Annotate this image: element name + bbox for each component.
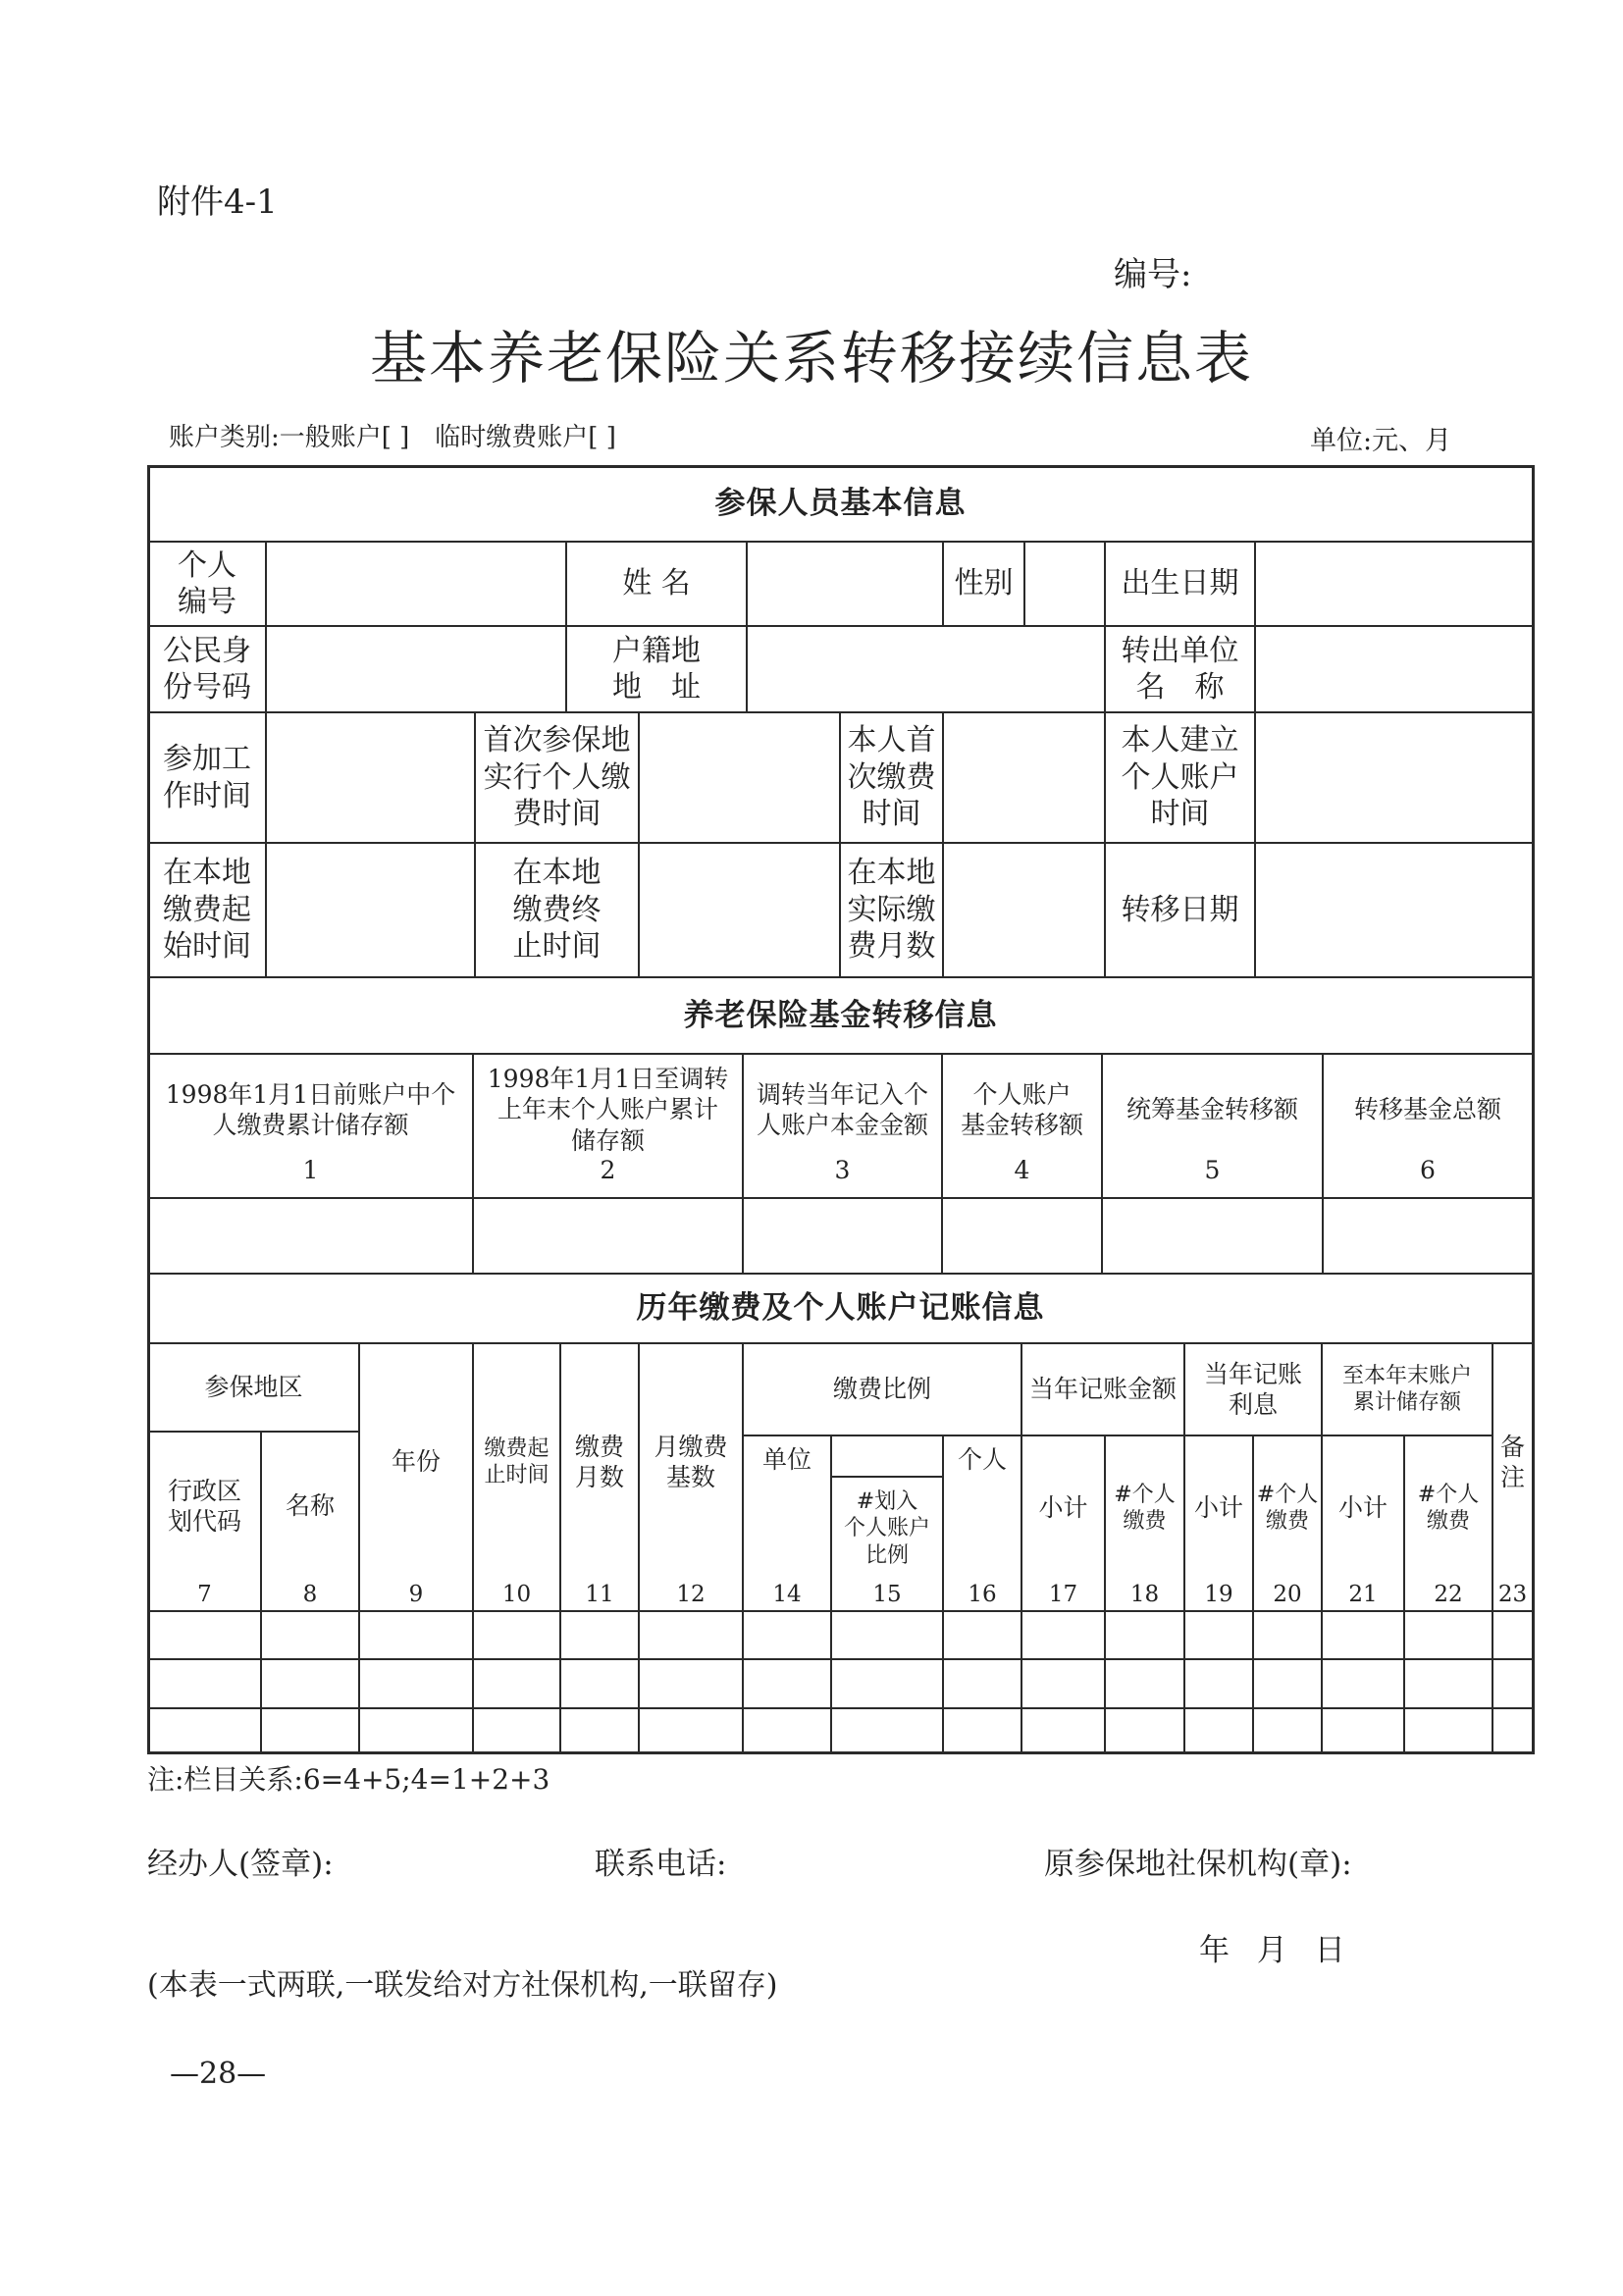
attachment-label: 附件4-1: [157, 183, 278, 222]
grid-line: [265, 541, 267, 976]
grid-line: [1021, 1342, 1022, 1751]
label-birth-date: 出生日期: [1121, 566, 1239, 601]
col-number: 7: [197, 1582, 212, 1608]
col-number: 11: [585, 1582, 614, 1608]
grid-line: [1104, 541, 1106, 976]
col-interest-subtotal: 小计: [1193, 1493, 1243, 1523]
col-number: 18: [1129, 1582, 1160, 1608]
grid-line: [830, 1476, 943, 1478]
col-payment-months: 缴费 月数: [574, 1432, 624, 1491]
col-number: 23: [1497, 1582, 1528, 1608]
grid-line: [147, 1197, 1534, 1199]
col-number: 17: [1048, 1582, 1078, 1608]
grid-line: [942, 541, 944, 625]
label-name: 姓 名: [622, 566, 691, 601]
grid-line: [839, 711, 841, 976]
grid-line: [1492, 1342, 1493, 1751]
label-work-start-time: 参加工 作时间: [163, 742, 251, 813]
col-2-number: 2: [600, 1156, 616, 1185]
grid-line: [147, 1658, 1534, 1660]
group-region: 参保地区: [204, 1373, 303, 1402]
col-payment-period: 缴费起 止时间: [484, 1435, 550, 1487]
group-current-interest: 当年记账 利息: [1203, 1359, 1302, 1419]
grid-line: [1403, 1435, 1405, 1751]
grid-line: [147, 1610, 1534, 1612]
col-5-label: 统筹基金转移额: [1126, 1095, 1298, 1124]
grid-line: [1183, 1342, 1185, 1751]
grid-line: [472, 1342, 474, 1751]
group-current-amount: 当年记账金额: [1028, 1375, 1177, 1404]
column-relation-note: 注:栏目关系:6=4+5;4=1+2+3: [147, 1763, 550, 1796]
grid-line: [830, 1435, 832, 1751]
grid-line: [1023, 541, 1025, 625]
col-4-label: 个人账户 基金转移额: [960, 1079, 1083, 1139]
grid-line: [147, 711, 1534, 713]
grid-line: [1104, 1435, 1106, 1751]
col-monthly-base: 月缴费 基数: [654, 1432, 728, 1491]
col-number: 20: [1273, 1582, 1302, 1608]
frame-right-line: [1532, 465, 1535, 1754]
page-number: —28—: [170, 2057, 267, 2091]
label-local-end-time: 在本地 缴费终 止时间: [512, 856, 602, 965]
section-title-payment-history: 历年缴费及个人账户记账信息: [636, 1290, 1045, 1327]
col-number: 21: [1348, 1582, 1378, 1608]
copies-remark: (本表一式两联,一联发给对方社保机构,一联留存): [147, 1968, 778, 2003]
label-personal-id: 个人 编号: [178, 548, 236, 619]
grid-line: [742, 1053, 744, 1273]
grid-line: [147, 625, 1534, 627]
col-4-number: 4: [1014, 1156, 1030, 1185]
label-citizen-id: 公民身 份号码: [163, 633, 251, 704]
grid-line: [147, 1707, 1534, 1709]
label-account-created-time: 本人建立 个人账户 时间: [1121, 723, 1239, 832]
grid-line: [358, 1342, 360, 1751]
grid-line: [742, 1435, 1492, 1436]
col-number: 12: [676, 1582, 706, 1608]
grid-line: [942, 711, 944, 976]
col-number: 10: [501, 1582, 532, 1608]
section-title-fund-transfer: 养老保险基金转移信息: [683, 997, 998, 1033]
grid-line: [638, 1342, 640, 1751]
col-number: 9: [408, 1582, 424, 1608]
col-amount-subtotal: 小计: [1038, 1493, 1088, 1523]
col-amount-personal: #个人 缴费: [1114, 1482, 1176, 1534]
label-gender: 性别: [954, 566, 1014, 601]
col-1-label: 1998年1月1日前账户中个 人缴费累计储存额: [165, 1079, 456, 1139]
label-first-payment-time: 本人首 次缴费 时间: [847, 723, 936, 832]
grid-line: [638, 711, 640, 976]
col-to-personal-ratio: #划入 个人账户 比例: [843, 1488, 930, 1568]
col-interest-personal: #个人 缴费: [1256, 1482, 1319, 1534]
col-number: 8: [302, 1582, 318, 1608]
grid-line: [565, 541, 567, 711]
col-5-number: 5: [1204, 1156, 1221, 1185]
contact-phone-label: 联系电话:: [595, 1847, 727, 1882]
col-6-number: 6: [1420, 1156, 1436, 1185]
col-unit-ratio: 单位: [761, 1445, 812, 1475]
grid-line: [147, 1431, 358, 1433]
grid-line: [559, 1342, 561, 1751]
group-cumulative-balance: 至本年末账户 累计储存额: [1341, 1363, 1472, 1415]
col-number: 22: [1434, 1582, 1463, 1608]
handler-signature-label: 经办人(签章):: [147, 1847, 334, 1882]
grid-line: [147, 842, 1534, 844]
col-number: 14: [772, 1582, 802, 1608]
label-local-paid-months: 在本地 实际缴 费月数: [847, 856, 936, 965]
col-admin-code: 行政区 划代码: [167, 1476, 241, 1536]
grid-line: [746, 541, 748, 711]
grid-line: [147, 1273, 1534, 1275]
grid-line: [474, 711, 476, 976]
unit-label: 单位:元、月: [1310, 426, 1452, 456]
col-balance-personal: #个人 缴费: [1417, 1482, 1480, 1534]
frame-bottom-line: [147, 1751, 1535, 1754]
col-2-label: 1998年1月1日至调转 上年末个人账户累计 储存额: [487, 1065, 729, 1155]
agency-seal-label: 原参保地社保机构(章):: [1044, 1847, 1352, 1882]
col-3-label: 调转当年记入个 人账户本金金额: [756, 1079, 928, 1139]
col-number: 15: [872, 1582, 902, 1608]
col-3-number: 3: [834, 1156, 851, 1185]
grid-line: [147, 541, 1534, 543]
label-first-insured-time: 首次参保地 实行个人缴 费时间: [483, 723, 631, 832]
frame-left-line: [147, 465, 150, 1754]
grid-line: [147, 1053, 1534, 1055]
label-transfer-date: 转移日期: [1121, 892, 1239, 927]
grid-line: [942, 1435, 944, 1751]
grid-line: [941, 1053, 943, 1273]
frame-top-line: [147, 465, 1535, 468]
grid-line: [260, 1431, 262, 1751]
grid-line: [1322, 1053, 1324, 1273]
grid-line: [1252, 1435, 1254, 1751]
grid-line: [1101, 1053, 1103, 1273]
grid-line: [1254, 541, 1256, 976]
col-6-label: 转移基金总额: [1353, 1095, 1501, 1124]
col-number: 19: [1204, 1582, 1233, 1608]
grid-line: [1321, 1342, 1323, 1751]
group-contribution-ratio: 缴费比例: [832, 1375, 931, 1404]
col-personal-ratio: 个人: [957, 1445, 1007, 1475]
label-transfer-out-unit: 转出单位 名 称: [1121, 633, 1239, 704]
label-local-start-time: 在本地 缴费起 始时间: [163, 856, 251, 965]
serial-number-label: 编号:: [1114, 255, 1192, 294]
account-type-line: 账户类别:一般账户[ ] 临时缴费账户[ ]: [169, 423, 616, 452]
col-1-number: 1: [302, 1156, 319, 1185]
col-number: 16: [968, 1582, 997, 1608]
col-remark: 备 注: [1499, 1432, 1525, 1491]
col-balance-subtotal: 小计: [1337, 1493, 1387, 1523]
grid-line: [742, 1342, 744, 1751]
grid-line: [147, 1342, 1534, 1344]
section-title-basic-info: 参保人员基本信息: [714, 486, 967, 522]
col-year: 年份: [391, 1447, 441, 1477]
col-region-name: 名称: [285, 1491, 335, 1521]
label-household-address: 户籍地 地 址: [612, 633, 701, 704]
grid-line: [472, 1053, 474, 1273]
grid-line: [147, 976, 1534, 978]
page-title: 基本养老保险关系转移接续信息表: [369, 325, 1253, 391]
date-line: 年 月 日: [1199, 1933, 1345, 1968]
